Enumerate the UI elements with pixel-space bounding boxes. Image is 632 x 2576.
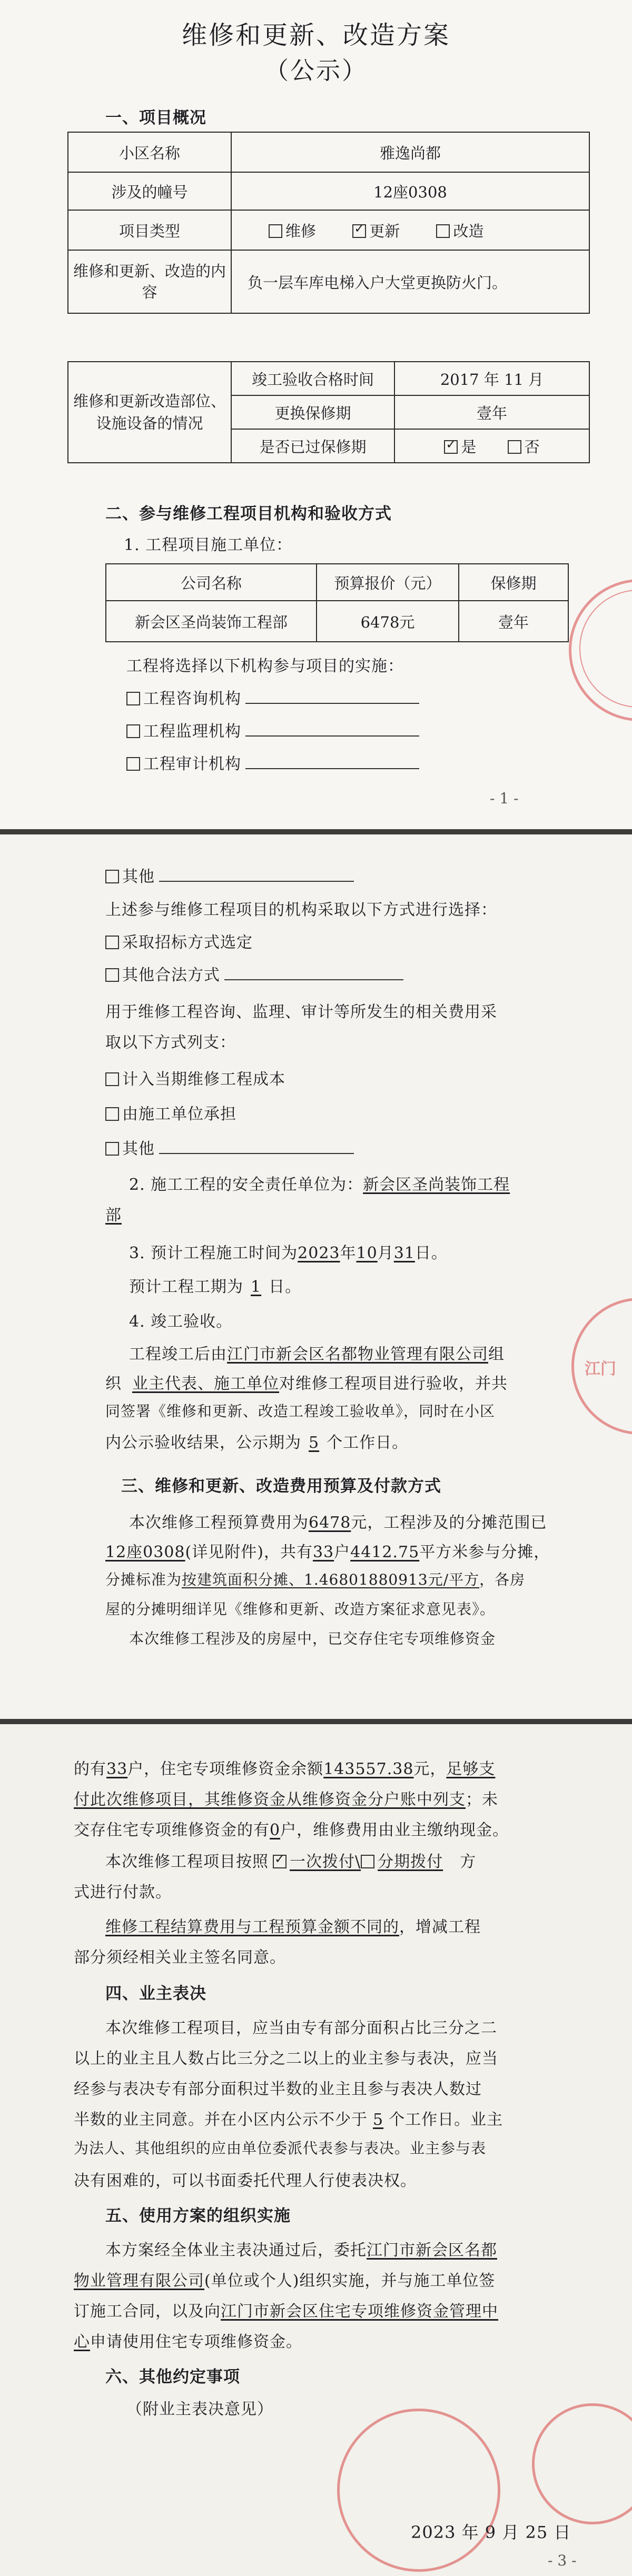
page-number: - 1 - (490, 790, 519, 807)
checkbox-icon (126, 724, 140, 738)
type-option-repair: 维修 (269, 222, 316, 240)
type-options (231, 210, 589, 250)
company-table (105, 563, 569, 642)
community-value: 雅逸尚都 (231, 132, 589, 172)
company-seal-stamp (337, 2409, 500, 2572)
company-seal-stamp (532, 2403, 632, 2524)
cost-line-1: 本次维修工程预算费用为6478元，工程涉及的分摊范围已 (129, 1514, 547, 1532)
fund-line-1: 的有33户，住宅专项维修资金余额143557.38元，足够支 (74, 1760, 496, 1778)
agency-audit: 工程审计机构 (126, 751, 419, 774)
fee-intro-line-1: 用于维修工程咨询、监理、审计等所发生的相关费用采 (105, 1003, 497, 1021)
checkbox-icon (105, 1107, 119, 1121)
agencies-intro: 工程将选择以下机构参与项目的实施： (126, 657, 404, 675)
vote-line-1: 本次维修工程项目，应当由专有部分面积占比三分之二 (105, 2019, 497, 2037)
cell-warranty: 壹年 (459, 601, 568, 642)
agency-supervision: 工程监理机构 (126, 718, 419, 741)
section-4-heading: 四、业主表决 (105, 1984, 206, 2003)
overview-row-type (68, 210, 589, 250)
agency-consulting: 工程咨询机构 (126, 685, 419, 709)
fee-option-other: 其他 (105, 1136, 354, 1159)
select-bidding: 采取招标方式选定 (105, 929, 253, 952)
vote-line-6: 决有困难的，可以书面委托代理人行使表决权。 (74, 2172, 417, 2190)
acceptance-line-2: 织 业主代表、施工单位对维修工程项目进行验收，并共 (105, 1375, 508, 1393)
type-label: 项目类型 (68, 210, 231, 250)
period-value: 壹年 (394, 395, 589, 429)
acceptance-line-3: 同签署《维修和更新、改造工程竣工验收单》，同时在小区 (105, 1403, 496, 1420)
fund-line-2: 付此次维修项目，其维修资金从维修资金分户账中列支；未 (74, 1791, 498, 1809)
period-label: 更换保修期 (231, 395, 394, 429)
checkbox-icon (269, 224, 282, 238)
cell-budget: 6478元 (317, 601, 459, 642)
safety-line-1: 2. 施工工程的安全责任单位为：新会区圣尚装饰工程 (129, 1176, 510, 1194)
checkbox-checked-icon (273, 1855, 287, 1868)
safety-line-2: 部 (105, 1206, 122, 1225)
document-page-2 (0, 834, 632, 1719)
company-table-header (106, 564, 568, 601)
building-value: 12座0308 (231, 172, 589, 210)
overview-row-community (68, 132, 589, 172)
warranty-table (67, 361, 590, 463)
fee-option-contractor: 由施工单位承担 (105, 1101, 236, 1124)
company-table-row (106, 601, 568, 642)
org-line-2: 物业管理有限公司(单位或个人)组织实施，并与施工单位签 (74, 2272, 496, 2290)
select-other: 其他合法方式 (105, 962, 403, 985)
attachment-note: （附业主表决意见） (126, 2400, 273, 2419)
building-label: 涉及的幢号 (68, 172, 231, 210)
project-overview-table (67, 132, 590, 314)
checkbox-icon (361, 1855, 374, 1868)
section-3-heading: 三、维修和更新、改造费用预算及付款方式 (121, 1477, 441, 1496)
checkbox-icon (105, 1072, 119, 1086)
fee-option-cost: 计入当期维修工程成本 (105, 1066, 285, 1089)
warranty-left-label: 维修和更新改造部位、设施设备的情况 (68, 362, 231, 463)
section-2-heading: 二、参与维修工程项目机构和验收方式 (105, 504, 392, 523)
overview-row-building (68, 172, 589, 210)
page-divider (0, 829, 632, 834)
signature-date: 2023 年 9 月 25 日 (411, 2522, 571, 2542)
acceptance-line-1: 工程竣工后由江门市新会区名都物业管理有限公司组 (129, 1345, 505, 1364)
acceptance-value: 2017 年 11 月 (394, 362, 589, 395)
type-option-update: ✓ 更新 (352, 222, 400, 240)
difference-line-1: 维修工程结算费用与工程预算金额不同的，增减工程 (105, 1918, 481, 1936)
org-line-1: 本方案经全体业主表决通过后，委托江门市新会区名都 (105, 2241, 497, 2260)
other-agency: 其他 (105, 863, 354, 887)
fee-intro-line-2: 取以下方式列支： (105, 1033, 236, 1052)
cost-line-5: 本次维修工程涉及的房屋中，已交存住宅专项维修资金 (129, 1630, 496, 1647)
header-budget: 预算报价（元） (317, 564, 459, 601)
type-option-renovate: 改造 (436, 222, 483, 240)
checkbox-icon (105, 968, 119, 982)
org-line-3: 订施工合同，以及向江门市新会区住宅专项维修资金管理中 (74, 2302, 498, 2321)
fund-line-3: 交存住宅专项维修资金的有0户，维修费用由业主缴纳现金。 (74, 1821, 509, 1839)
vote-line-5: 为法人、其他组织的应由单位委派代表参与表决。业主参与表 (74, 2140, 487, 2157)
vote-line-2: 以上的业主且人数占比三分之二以上的业主参与表决，应当 (74, 2050, 498, 2068)
content-value: 负一层车库电梯入户大堂更换防火门。 (231, 250, 589, 313)
content-label: 维修和更新、改造的内容 (68, 250, 231, 313)
checkbox-icon (126, 757, 140, 771)
checkbox-icon (105, 870, 119, 883)
difference-line-2: 部分须经相关业主签名同意。 (74, 1948, 286, 1967)
checkbox-icon (436, 224, 450, 238)
header-company: 公司名称 (106, 564, 317, 601)
org-line-4: 心申请使用住宅专项维修资金。 (74, 2333, 302, 2351)
document-page-3 (0, 1724, 632, 2576)
community-label: 小区名称 (68, 132, 231, 172)
document-subtitle: （公示） (264, 56, 368, 85)
payment-line-1: 本次维修工程项目按照✓ 一次拨付\ 分期拨付 方 (105, 1848, 476, 1872)
select-intro: 上述参与维修工程项目的机构采取以下方式进行选择： (105, 901, 497, 919)
overview-row-content (68, 250, 589, 313)
expired-label: 是否已过保修期 (231, 429, 394, 463)
cost-line-4: 屋的分摊明细详见《维修和更新、改造方案征求意见表》。 (105, 1600, 496, 1618)
seal-fragment-text: 江门 (585, 1360, 616, 1378)
cost-line-2: 12座0308(详见附件)，共有33户4412.75平方米参与分摊， (105, 1543, 550, 1561)
cell-company: 新会区圣尚装饰工程部 (106, 601, 317, 642)
expired-options: ✓ 是 否 (394, 429, 589, 463)
section-5-heading: 五、使用方案的组织实施 (105, 2206, 291, 2225)
page-number: - 3 - (548, 2552, 577, 2569)
section-6-heading: 六、其他约定事项 (105, 2368, 240, 2386)
cost-line-3: 分摊标准为按建筑面积分摊、1.46801880913元/平方，各房 (105, 1571, 526, 1588)
checkbox-icon (126, 692, 140, 705)
header-warranty: 保修期 (459, 564, 568, 601)
document-title: 维修和更新、改造方案 (181, 21, 450, 50)
acceptance-line-4: 内公示验收结果，公示期为 5 个工作日。 (105, 1434, 409, 1452)
checkbox-icon (105, 936, 119, 949)
page-divider (0, 1719, 632, 1724)
checkbox-icon (508, 440, 521, 454)
checkbox-icon (105, 1142, 119, 1156)
vote-line-3: 经参与表决专有部分面积过半数的业主且参与表决人数过 (74, 2080, 482, 2098)
vote-line-4: 半数的业主同意。并在小区内公示不少于 5 个工作日。业主 (74, 2111, 503, 2129)
period-line: 预计工程工期为 1 日。 (129, 1278, 302, 1296)
document-page-1 (0, 0, 632, 829)
payment-line-2: 式进行付款。 (74, 1883, 172, 1902)
schedule-line: 3. 预计工程施工时间为2023年10月31日。 (129, 1244, 448, 1262)
construction-unit-label: 1. 工程项目施工单位： (124, 536, 293, 554)
checkbox-checked-icon (352, 224, 366, 238)
acceptance-label: 竣工验收合格时间 (231, 362, 394, 395)
section-1-heading: 一、项目概况 (105, 108, 206, 127)
acceptance-heading: 4. 竣工验收。 (129, 1312, 233, 1331)
checkbox-checked-icon (444, 440, 458, 454)
